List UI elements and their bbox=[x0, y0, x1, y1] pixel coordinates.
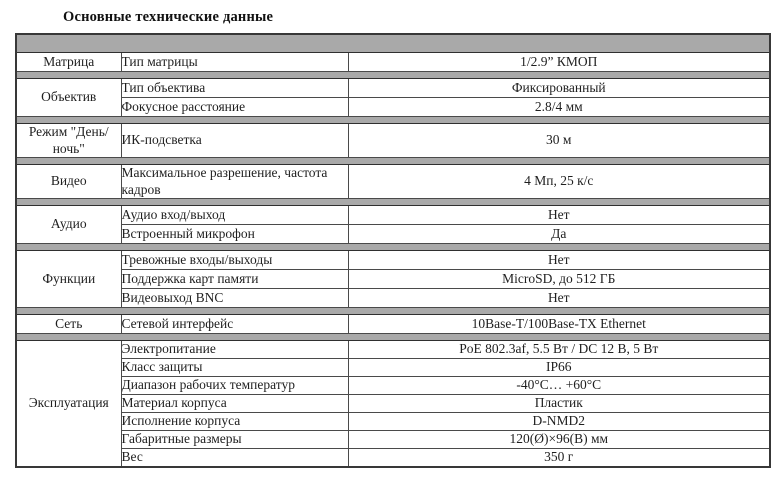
section-separator bbox=[16, 199, 770, 206]
category-cell-daynight: Режим "День/ночь" bbox=[16, 124, 121, 158]
param-cell: Материал корпуса bbox=[121, 395, 348, 413]
category-cell-matrix: Матрица bbox=[16, 53, 121, 72]
table-row bbox=[16, 98, 770, 117]
param-cell: ИК-подсветка bbox=[121, 124, 348, 158]
value-cell: Фиксированный bbox=[348, 79, 770, 98]
table-row bbox=[16, 377, 770, 395]
table-row bbox=[16, 449, 770, 467]
value-cell: IP66 bbox=[348, 359, 770, 377]
table-row bbox=[16, 270, 770, 289]
value-cell: Пластик bbox=[348, 395, 770, 413]
specs-table bbox=[15, 33, 771, 468]
category-cell-functions: Функции bbox=[16, 251, 121, 308]
table-row bbox=[16, 431, 770, 449]
param-cell: Тип матрицы bbox=[121, 53, 348, 72]
category-cell-operation: Эксплуатация bbox=[16, 341, 121, 467]
table-row bbox=[16, 289, 770, 308]
table-row bbox=[16, 53, 770, 72]
table-row bbox=[16, 251, 770, 270]
header-bar-cell bbox=[16, 34, 770, 53]
param-cell: Фокусное расстояние bbox=[121, 98, 348, 117]
value-cell: 2.8/4 мм bbox=[348, 98, 770, 117]
category-cell-lens: Объектив bbox=[16, 79, 121, 117]
section-separator bbox=[16, 244, 770, 251]
table-row bbox=[16, 165, 770, 199]
table-row bbox=[16, 359, 770, 377]
separator-cell bbox=[16, 199, 770, 206]
table-row bbox=[16, 315, 770, 334]
param-cell: Габаритные размеры bbox=[121, 431, 348, 449]
table-row bbox=[16, 395, 770, 413]
value-cell: Нет bbox=[348, 206, 770, 225]
value-cell: Да bbox=[348, 225, 770, 244]
param-cell: Встроенный микрофон bbox=[121, 225, 348, 244]
value-cell: 1/2.9” КМОП bbox=[348, 53, 770, 72]
param-cell: Сетевой интерфейс bbox=[121, 315, 348, 334]
table-row bbox=[16, 341, 770, 359]
value-cell: -40°C… +60°C bbox=[348, 377, 770, 395]
param-cell: Видеовыход BNC bbox=[121, 289, 348, 308]
table-row bbox=[16, 413, 770, 431]
section-separator bbox=[16, 117, 770, 124]
category-cell-video: Видео bbox=[16, 165, 121, 199]
separator-cell bbox=[16, 244, 770, 251]
value-cell: 4 Мп, 25 к/с bbox=[348, 165, 770, 199]
table-header-bar bbox=[16, 34, 770, 53]
separator-cell bbox=[16, 117, 770, 124]
param-cell: Класс защиты bbox=[121, 359, 348, 377]
category-cell-network: Сеть bbox=[16, 315, 121, 334]
separator-cell bbox=[16, 158, 770, 165]
separator-cell bbox=[16, 308, 770, 315]
param-cell: Электропитание bbox=[121, 341, 348, 359]
category-cell-audio: Аудио bbox=[16, 206, 121, 244]
param-cell: Исполнение корпуса bbox=[121, 413, 348, 431]
param-cell: Диапазон рабочих температур bbox=[121, 377, 348, 395]
value-cell: MicroSD, до 512 ГБ bbox=[348, 270, 770, 289]
separator-cell bbox=[16, 334, 770, 341]
section-separator bbox=[16, 308, 770, 315]
param-cell: Поддержка карт памяти bbox=[121, 270, 348, 289]
value-cell: 350 г bbox=[348, 449, 770, 467]
table-row bbox=[16, 206, 770, 225]
table-row bbox=[16, 225, 770, 244]
value-cell: D-NMD2 bbox=[348, 413, 770, 431]
param-cell: Тип объектива bbox=[121, 79, 348, 98]
separator-cell bbox=[16, 72, 770, 79]
param-cell: Вес bbox=[121, 449, 348, 467]
param-cell: Максимальное разрешение, частота кадров bbox=[121, 165, 348, 199]
value-cell: Нет bbox=[348, 289, 770, 308]
page-title: Основные технические данные bbox=[63, 9, 274, 25]
table-row bbox=[16, 79, 770, 98]
value-cell: Нет bbox=[348, 251, 770, 270]
section-separator bbox=[16, 72, 770, 79]
value-cell: 120(Ø)×96(В) мм bbox=[348, 431, 770, 449]
param-cell: Аудио вход/выход bbox=[121, 206, 348, 225]
value-cell: PoE 802.3af, 5.5 Вт / DC 12 В, 5 Вт bbox=[348, 341, 770, 359]
value-cell: 10Base-T/100Base-TX Ethernet bbox=[348, 315, 770, 334]
value-cell: 30 м bbox=[348, 124, 770, 158]
section-separator bbox=[16, 158, 770, 165]
param-cell: Тревожные входы/выходы bbox=[121, 251, 348, 270]
section-separator bbox=[16, 334, 770, 341]
table-row bbox=[16, 124, 770, 158]
